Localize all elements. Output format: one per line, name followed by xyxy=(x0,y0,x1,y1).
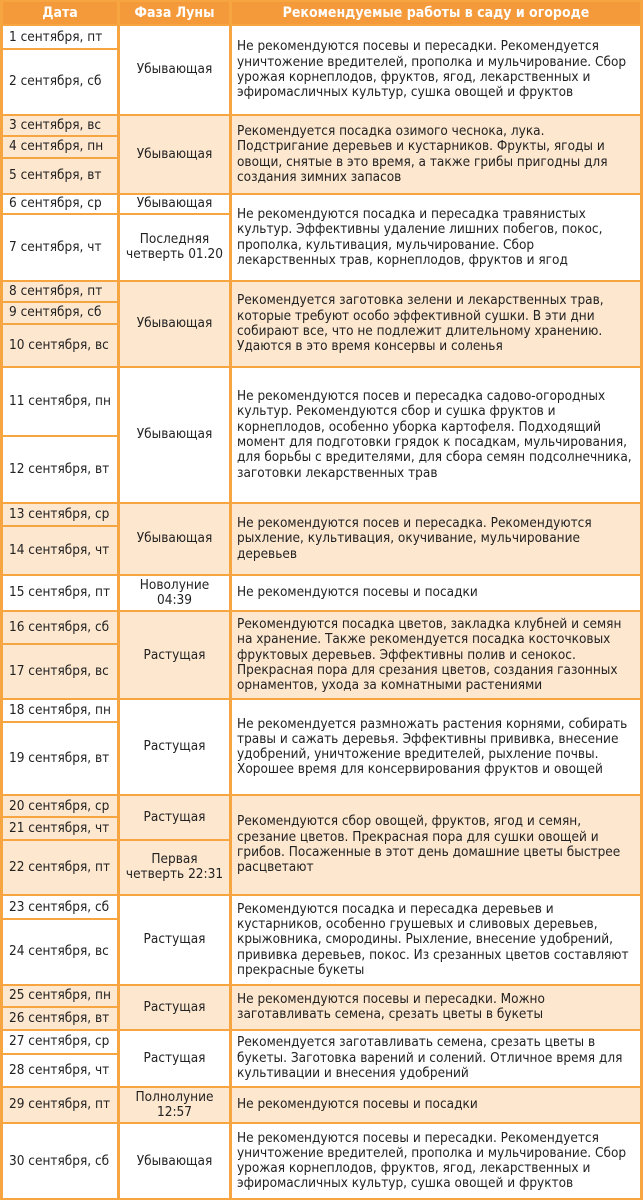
date-cell: 13 сентября, ср xyxy=(3,504,117,524)
group-sep-18-19 xyxy=(3,700,640,794)
phase-cell: Растущая xyxy=(120,1031,229,1086)
date-cell: 3 сентября, вс xyxy=(3,116,117,135)
date-cell: 2 сентября, сб xyxy=(3,50,117,113)
table-row xyxy=(3,1124,640,1198)
date-cell: 20 сентября, ср xyxy=(3,796,117,816)
phase-cell: Убывающая xyxy=(120,282,229,366)
date-cell: 28 сентября, чт xyxy=(3,1055,117,1086)
date-cell: 1 сентября, пт xyxy=(3,26,117,48)
phase-cell: Убывающая xyxy=(120,116,229,194)
group-sep-29 xyxy=(3,1088,640,1123)
works-cell: Не рекомендуется размножать растения корнями, собирать травы и сажать деревья. Эффективны прививка, внесение удобрений, уничтожение вредителей, рыхление почвы. Хорошее время для консервирования фруктов и овощей xyxy=(232,700,640,794)
date-cell: 7 сентября, чт xyxy=(3,215,117,280)
works-cell: Не рекомендуются посев и пересадка. Рекомендуются рыхление, культивация, окучивание, мульчирование деревьев xyxy=(232,504,640,573)
table-row xyxy=(3,26,640,48)
header-date: Дата xyxy=(3,2,117,24)
works-cell: Не рекомендуются посев и пересадка садово-огородных культур. Рекомендуются сбор и сушка фруктов и корнеплодов, особенно уборка картофеля. Подходящий момент для подготовки грядок к посадкам, мульчирования, для борьбы с вредителями, для сбора семян подсолнечника, заготовки лекарственных трав xyxy=(232,368,640,503)
date-cell: 29 сентября, пт xyxy=(3,1088,117,1123)
group-sep-30 xyxy=(3,1124,640,1198)
works-cell: Рекомендуются посадка и пересадка деревьев и кустарников, особенно грушевых и сливовых деревьев, крыжовника, смородины. Рыхление, внесение удобрений, прививка деревьев, покос. Из срезанных цветов составляют прекрасные букеты xyxy=(232,896,640,984)
works-cell: Рекомендуется посадка озимого чеснока, лука. Подстригание деревьев и кустарников. Фрукты, ягоды и овощи, снятые в это время, а также грибы пригодны для создания зимних запасов xyxy=(232,116,640,194)
date-cell: 17 сентября, вс xyxy=(3,645,117,698)
date-cell: 16 сентября, сб xyxy=(3,612,117,643)
date-cell: 25 сентября, пн xyxy=(3,986,117,1006)
date-cell: 12 сентября, вт xyxy=(3,437,117,502)
table-row xyxy=(3,282,640,301)
works-cell: Не рекомендуются посевы и посадки xyxy=(232,576,640,611)
works-cell: Рекомендуется заготавливать семена, срезать цветы в букеты. Заготовка варений и солений. Отличное время для культивации и внесения удобрений xyxy=(232,1031,640,1086)
date-cell: 18 сентября, пн xyxy=(3,700,117,720)
table-row xyxy=(3,896,640,918)
table-row xyxy=(3,504,640,524)
works-cell: Рекомендуются посадка цветов, закладка клубней и семян на хранение. Также рекомендуется посадка косточковых фруктовых деревьев. Эффективны полив и сенокос. Прекрасная пора для срезания цветов, создания газонных орнаментов, ухода за комнатными растениями xyxy=(232,612,640,698)
phase-cell: Новолуние 04:39 xyxy=(120,576,229,611)
date-cell: 10 сентября, вс xyxy=(3,325,117,366)
date-cell: 26 сентября, вт xyxy=(3,1008,117,1028)
phase-cell: Убывающая xyxy=(120,504,229,573)
group-sep-01-02 xyxy=(3,26,640,114)
date-cell: 4 сентября, пн xyxy=(3,137,117,156)
table-row xyxy=(3,576,640,611)
table-row xyxy=(3,700,640,720)
phase-cell: Убывающая xyxy=(120,1124,229,1198)
table-row xyxy=(3,986,640,1006)
group-sep-20-22 xyxy=(3,796,640,894)
header-works: Рекомендуемые работы в саду и огороде xyxy=(232,2,640,24)
phase-cell: Растущая xyxy=(120,796,229,839)
group-sep-25-26 xyxy=(3,986,640,1029)
table-row xyxy=(3,612,640,643)
date-cell: 27 сентября, ср xyxy=(3,1031,117,1053)
works-cell: Не рекомендуются посевы и пересадки. Рекомендуется уничтожение вредителей, прополка и мульчирование. Сбор урожая корнеплодов, фруктов, ягод, лекарственных и эфиромасличных культур, сушка овощей и фруктов xyxy=(232,1124,640,1198)
date-cell: 24 сентября, вс xyxy=(3,920,117,983)
date-cell: 19 сентября, вт xyxy=(3,723,117,794)
group-sep-23-24 xyxy=(3,896,640,984)
table-row xyxy=(3,796,640,816)
header-phase: Фаза Луны xyxy=(120,2,229,24)
table-row xyxy=(3,1088,640,1123)
works-cell: Не рекомендуются посевы и пересадки. Рекомендуется уничтожение вредителей, прополка и мульчирование. Сбор урожая корнеплодов, фруктов, ягод, лекарственных и эфиромасличных культур, сушка овощей и фруктов xyxy=(232,26,640,114)
group-sep-16-17 xyxy=(3,612,640,698)
date-cell: 9 сентября, сб xyxy=(3,303,117,322)
date-cell: 8 сентября, пт xyxy=(3,282,117,301)
works-cell: Не рекомендуются посевы и посадки xyxy=(232,1088,640,1123)
date-cell: 22 сентября, пт xyxy=(3,841,117,894)
works-cell: Не рекомендуются посевы и пересадки. Можно заготавливать семена, срезать цветы в букеты xyxy=(232,986,640,1029)
date-cell: 23 сентября, сб xyxy=(3,896,117,918)
phase-cell: Растущая xyxy=(120,700,229,794)
group-sep-15 xyxy=(3,576,640,611)
date-cell: 6 сентября, ср xyxy=(3,195,117,212)
table-row xyxy=(3,368,640,435)
date-cell: 21 сентября, чт xyxy=(3,818,117,838)
group-sep-03-05 xyxy=(3,116,640,194)
group-sep-27-28 xyxy=(3,1031,640,1086)
phase-cell: Растущая xyxy=(120,986,229,1029)
group-sep-11-12 xyxy=(3,368,640,503)
date-cell: 5 сентября, вт xyxy=(3,159,117,194)
phase-cell: Первая четверть 22:31 xyxy=(120,841,229,894)
date-cell: 11 сентября, пн xyxy=(3,368,117,435)
header-row xyxy=(3,2,640,24)
table-row xyxy=(3,1031,640,1053)
group-sep-13-14 xyxy=(3,504,640,573)
phase-cell: Последняя четверть 01.20 xyxy=(120,215,229,280)
phase-cell: Убывающая xyxy=(120,26,229,114)
phase-cell: Растущая xyxy=(120,612,229,698)
date-cell: 15 сентября, пт xyxy=(3,576,117,611)
group-sep-06-07 xyxy=(3,195,640,280)
phase-cell: Полнолуние 12:57 xyxy=(120,1088,229,1123)
works-cell: Рекомендуются сбор овощей, фруктов, ягод и семян, срезание цветов. Прекрасная пора для сушки овощей и грибов. Посаженные в этот день домашние цветы быстрее расцветают xyxy=(232,796,640,894)
phase-cell: Убывающая xyxy=(120,368,229,503)
works-cell: Не рекомендуются посадка и пересадка травянистых культур. Эффективны удаление лишних побегов, покос, прополка, культивация, мульчирование. Сбор лекарственных трав, корнеплодов, фруктов и ягод xyxy=(232,195,640,280)
group-sep-08-10 xyxy=(3,282,640,366)
works-cell: Рекомендуется заготовка зелени и лекарственных трав, которые требуют особо эффективной сушки. В эти дни собирают все, что не подлежит длительному хранению. Удаются в это время консервы и соленья xyxy=(232,282,640,366)
phase-cell: Растущая xyxy=(120,896,229,984)
table-row xyxy=(3,116,640,135)
date-cell: 30 сентября, сб xyxy=(3,1124,117,1198)
phase-cell: Убывающая xyxy=(120,195,229,212)
date-cell: 14 сентября, чт xyxy=(3,527,117,574)
table-row xyxy=(3,195,640,212)
